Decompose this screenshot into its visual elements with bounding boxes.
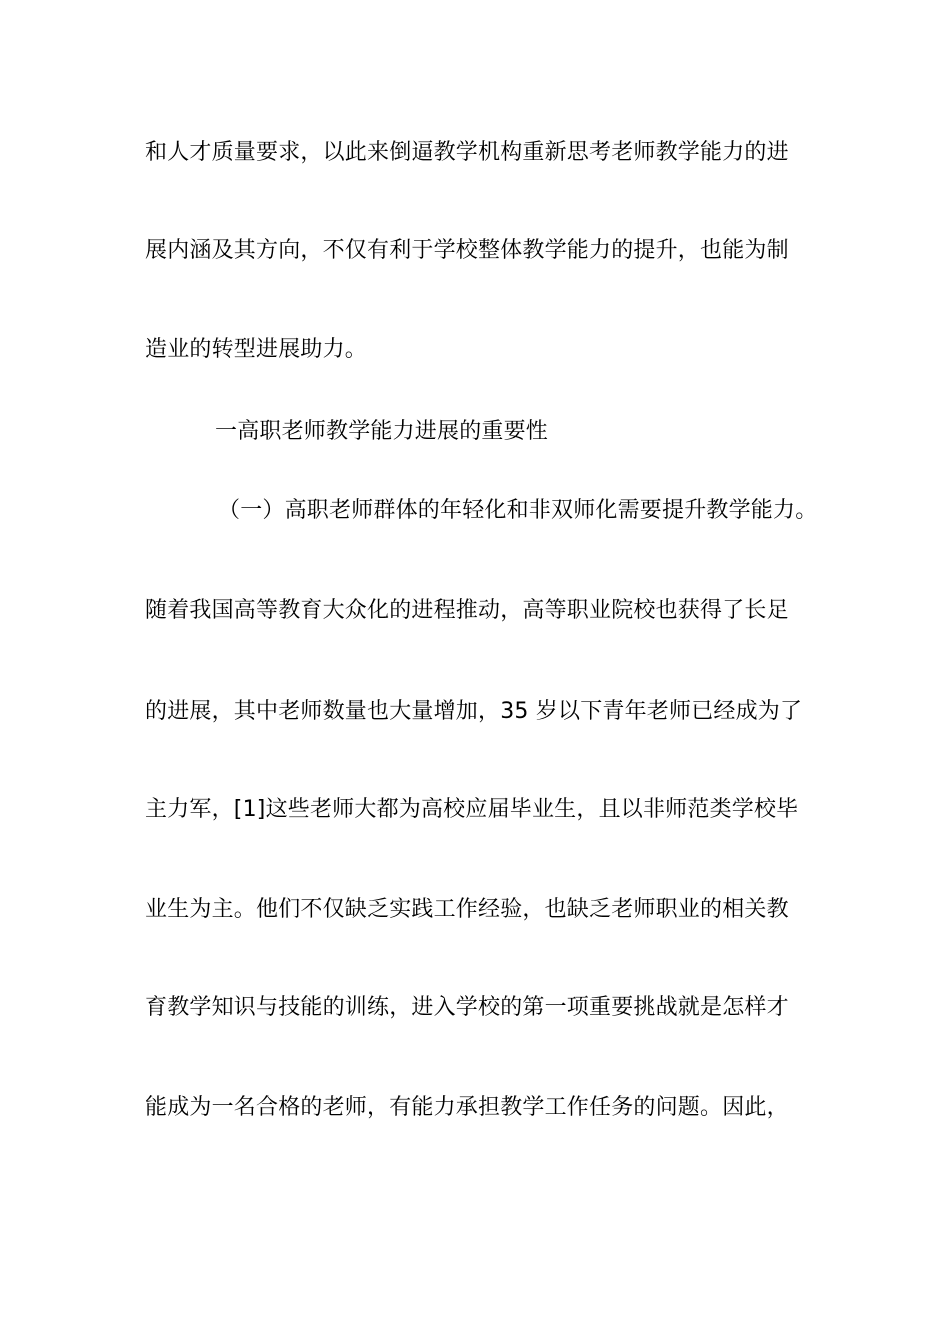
paragraph-line: 随着我国高等教育大众化的进程推动，高等职业院校也获得了长足 — [145, 598, 789, 623]
paragraph-line: 和人才质量要求，以此来倒逼教学机构重新思考老师教学能力的进 — [145, 140, 789, 165]
paragraph-line: 造业的转型进展助力。 — [145, 337, 368, 362]
paragraph-line: 展内涵及其方向，不仅有利于学校整体教学能力的提升，也能为制 — [145, 238, 789, 263]
paragraph-line: 的进展，其中老师数量也大量增加，35 岁以下青年老师已经成为了 — [145, 699, 803, 724]
paragraph-line: 主力军，[1]这些老师大都为高校应届毕业生，且以非师范类学校毕 — [145, 797, 799, 822]
paragraph-line: 能成为一名合格的老师，有能力承担教学工作任务的问题。因此， — [145, 1095, 789, 1120]
paragraph-line: 业生为主。他们不仅缺乏实践工作经验，也缺乏老师职业的相关教 — [145, 897, 789, 922]
section-heading: 一高职老师教学能力进展的重要性 — [215, 419, 549, 444]
paragraph-line: 育教学知识与技能的训练，进入学校的第一项重要挑战就是怎样才 — [145, 995, 789, 1020]
subsection-heading: （一）高职老师群体的年轻化和非双师化需要提升教学能力。 — [218, 498, 818, 523]
